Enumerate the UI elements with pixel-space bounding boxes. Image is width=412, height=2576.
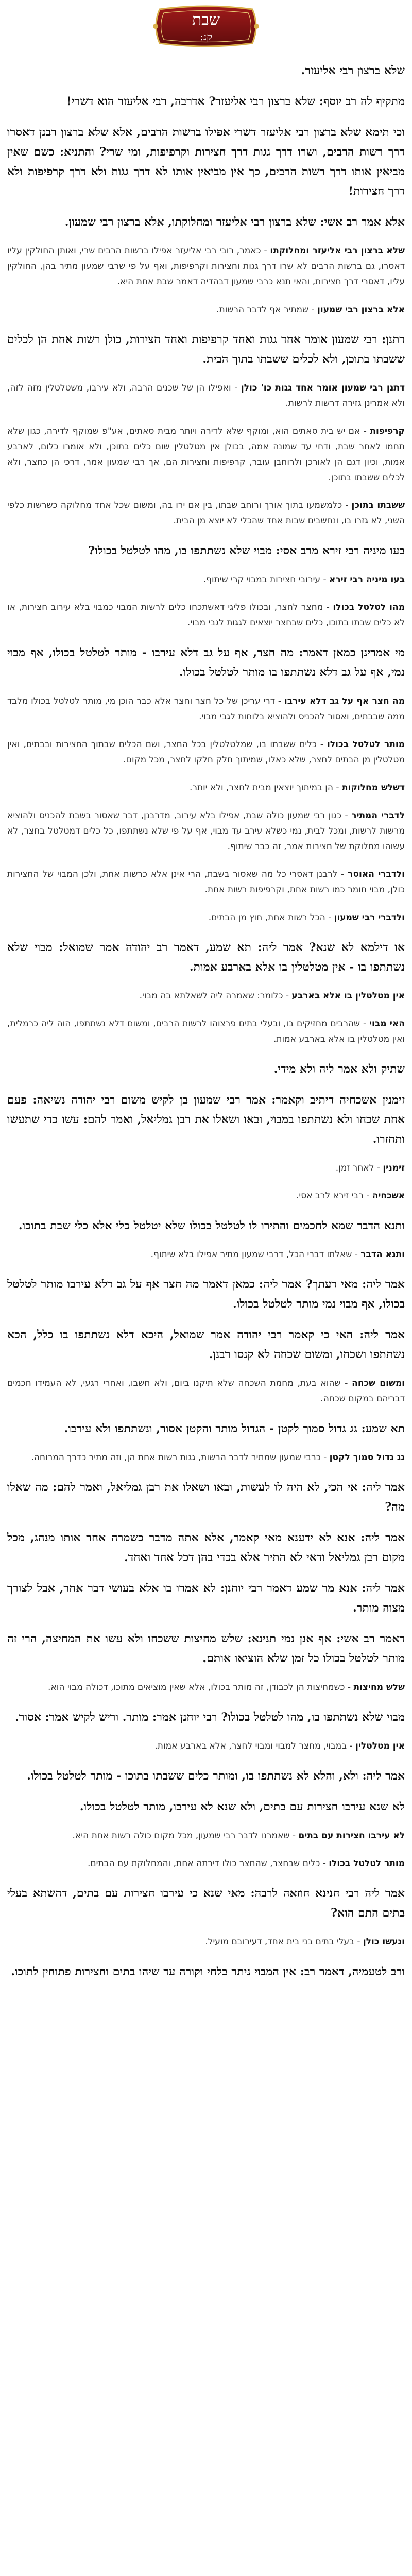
commentary-block (7, 780, 405, 795)
commentary-block (7, 1828, 405, 1843)
commentary-text: - שאמרנו לדבר רבי שמעון, מכל מקום כולה רשות אחת היא. (72, 1831, 299, 1841)
commentary-term: שלא ברצון רבי אליעזר ומחלוקתו (270, 246, 405, 256)
gemara-paragraph: וכי תימא שלא ברצון רבי אליעזר דשרי אפילו ברשות הרבים, אלא שלא ברצון רבנן דאסרו דרך רשות הרבים, ושרו דרך גגות דרך חצירות וקרפיפות, ומי שרי? והתניא: כשם שאין מביאין אותו דרך רשות הרבים, כך אין מביאין אותו לא דרך גגות ולא דרך קרפיפות ולא דרך חצירות! (7, 126, 405, 198)
commentary-term: ונעשו כולן (363, 1937, 405, 1947)
commentary-block (7, 380, 405, 411)
commentary-term: האי מבוי (369, 1019, 405, 1029)
commentary-block (7, 737, 405, 768)
commentary-block (7, 302, 405, 317)
gemara-paragraph: אמר ליה: אנא לא ידענא מאי קאמר, אלא אתה מדבר כשמרה אחר אותו מנהג, מכל מקום רבן גמליאל ודאי לא התיר אלא בכדי בהן דכל אחד ואחד. (7, 1531, 405, 1564)
gemara-paragraph: זימנין אשכחיה דיתיב וקאמר: אמר רבי שמעון בן לקיש משום רבי יהודה נשיאה: פעם אחת שכחו ולא נשתתפו במבוי, ובאו ושאלו את רבן גמליאל, ואמר להם: עשו כדי שתעשו ותחזרו. (7, 1093, 405, 1146)
commentary-text: - שמתיר אף לדבר הרשות. (216, 304, 318, 315)
commentary-block (7, 988, 405, 1004)
commentary-block (7, 1934, 405, 1950)
gemara-paragraph: אמר ליה: האי כי קאמר רבי יהודה אמר שמואל, היכא דלא נשתתפו בו כלל, הכא נשתתפו ושכחו, ומשום שכחה לא קנסו רבנן. (7, 1328, 405, 1361)
commentary-term: שלש מחיצות (353, 1682, 405, 1692)
commentary-block (7, 1016, 405, 1047)
commentary-text: - דרי עריכן של כל חצר וחצר אלא כבר הוכן מי, מותר לטלטל בכולו מלבד ממה שבבתים, ואסור להכניס ולהוציא בלוחות לגבי מבוי. (7, 696, 405, 722)
gemara-paragraph: אמר ליה: ולא, והלא לא נשתתפו בו, ומותר כלים ששבתו בתוכו - מותר לטלטל בכולו. (27, 1769, 405, 1783)
commentary-term: ומשום שכחה (352, 1378, 405, 1388)
commentary-term: אשכחיה (372, 1191, 405, 1201)
commentary-block (7, 1160, 405, 1176)
commentary-term: מהו לטלטל בכולו (333, 602, 405, 613)
commentary-text: - ואפילו הן של שכנים הרבה, ולא עירבו, משטלטלין מזה לזה, ולא אמרינן גזירה דרשות לרשות. (7, 383, 405, 409)
gemara-paragraph: ותנא הדבר שמא לחכמים והתירו לו לטלטל בכולו שלא יטלטל כלי אלא כלי שבת בתוכו. (18, 1219, 405, 1232)
commentary-block (7, 910, 405, 925)
commentary-block (7, 600, 405, 631)
commentary-block (7, 1188, 405, 1204)
commentary-block (7, 1247, 405, 1262)
commentary-term: לדברי המתיר (351, 810, 405, 821)
page-title: שבת (192, 11, 220, 29)
commentary-text: - כגון רבי שמעון כולה שבת, אפילו בלא עירוב, מדרבנן, דבר שאסור בשבת להכניס ולהוציא מרשות לרשות, ומכל לבית, נמי כשלא עירב עד מבוי, אף על פי שלא נשתתפו, כל כלים דמטלטל בחצר, לא עשוהו מחלוקת של חצירות אמר, זה כבר שיתוף. (7, 810, 405, 852)
commentary-term: אין מטלטלין (355, 1741, 405, 1751)
commentary-block (7, 1680, 405, 1695)
commentary-term: ולדברי האוסר (348, 869, 405, 879)
commentary-block (7, 693, 405, 724)
commentary-term: גג גדול סמוך לקטן (329, 1452, 405, 1463)
gemara-paragraph: אמר ליה רבי חנינא חוזאה לרבה: מאי שנא כי עירבו חצירות עם בתים, דהשתא בעלי בתים התם הוא? (7, 1887, 405, 1920)
gemara-paragraph: לא שנא עירבו חצירות עם בתים, ולא שנא לא עירבו, מותר לטלטל בכולו. (79, 1800, 405, 1814)
gemara-paragraph: תא שמע: גג גדול סמוך לקטן - הגדול מותר והקטן אסור, ונשתתפו ולא עירבו. (64, 1422, 405, 1435)
commentary-text: - כשמחיצות הן לכבודן, זה מותר בכולו, אלא שאין מוציאים מתוכו, דכולה מבוי הוא. (47, 1682, 354, 1692)
commentary-text: - במבוי, מחצר למבוי ומבוי לחצר, אלא בארבע אמות. (154, 1741, 356, 1751)
commentary-term: ששבתו בתוכן (351, 500, 405, 511)
commentary-term: ותנא הדבר (360, 1249, 405, 1260)
commentary-block (7, 1738, 405, 1754)
gemara-paragraph: מבוי שלא נשתתפו בו, מהו לטלטל בכולו? רבי יוחנן אמר: מותר. וריש לקיש אמר: אסור. (15, 1710, 405, 1724)
commentary-block (7, 867, 405, 897)
gemara-paragraph: מי אמרינן כמאן דאמר: מה חצר, אף על גב דלא עירבו - מותר לטלטל בכולו, אף מבוי נמי, אף על גב דלא נשתתפו בו מותר לטלטל בכולו. (7, 646, 405, 679)
commentary-term: בעו מיניה רבי זירא (329, 574, 405, 585)
gemara-paragraph: אמר ליה: מאי דעתך? אמר ליה: כמאן דאמר מה חצר אף על גב דלא עירבו מותר לטלטל בכולו, אף מבוי נמי מותר לטלטל בכולו. (7, 1278, 405, 1311)
commentary-text: - אם יש בית סאתים הוא, ומוקף שלא לדירה ויותר מבית סאתים, אע"פ שמוקף לדירה, כגון שלא תחמו לאחר שבת, ודחי עד שמונה אמה, בכולן אין מטלטלין שום כלים בתוכן, ולא אומרו כלום, לארבע אמות, וכיון דגם הן לאורכן ולרוחבן עובר, קרפיפות וחצירות הם, אך רבי שמעון אמר, דרכי הן כחצר, ולא לכלים ששבתו בתוכן. (7, 426, 405, 483)
gemara-paragraph: אמר ליה: אי הכי, לא היה לו לעשות, ובאו ושאלו את רבן גמליאל, ואמר להם: מה שאלו מה? (7, 1481, 405, 1514)
gemara-paragraph: אלא אמר רב אשי: שלא ברצון רבי אליעזר ומחלוקתו, אלא ברצון רבי שמעון. (64, 215, 405, 229)
commentary-text: - כלים ששבתו בו, שמלטלטלין בכל החצר, ושם הכלים שבתוך החצירות ובבתים, ואין מטלטלין מן הבתים לחצר, שלא כאלו, שמיתוך חלק חלקו לחצר, מכל מקום. (7, 739, 405, 765)
commentary-text: - עירובי חצירות במבוי קרי שיתוף. (203, 574, 329, 585)
page-subtitle: קנ: (200, 30, 212, 43)
commentary-text: - כלים שבחצר, שהחצר כולו דירתה אחת, והמחלוקת עם הבתים. (88, 1858, 329, 1869)
commentary-text: - בעלי בתים בני בית אחד, דעירובם מועיל. (205, 1937, 363, 1947)
commentary-term: דתנן רבי שמעון אומר אחד גגות כו' כולן (241, 383, 405, 393)
commentary-text: - כאמר, רובי רבי אליעזר אפילו ברשות הרבים שרי, ואותן החולקין עליו דאסרו, גם ברשות הרבים לא שרו דרך גגות וחצירות וקרפיפות, ואף על פי שרבי שמעון מתיר בהן, החולקין עליו, דאסרי דרך חצירות, והאי תנא כרבי שמעון דבהדיה דאמר שבת אחת היא. (7, 246, 405, 287)
commentary-text: - שהרבים מחזיקים בו, ובעלי בתים פרצוהו לרשות הרבים, ומשום דלא נשתתפו, הוה ליה כרמלית, ואין מטלטלין בו אלא בארבע אמות. (7, 1019, 405, 1044)
commentary-text: - לאחר זמן. (335, 1163, 383, 1173)
text-column (7, 61, 405, 1993)
commentary-term: אלא ברצון רבי שמעון (317, 304, 405, 315)
commentary-text: - רבי זירא לרב אסי. (296, 1191, 372, 1201)
commentary-term: מותר לטלטל בכולו (329, 1858, 405, 1869)
commentary-term: דשלש מחלוקות (341, 783, 405, 793)
commentary-block (7, 808, 405, 854)
commentary-block (7, 243, 405, 290)
commentary-term: זימנין (383, 1163, 405, 1173)
commentary-block (7, 1856, 405, 1871)
commentary-term: ולדברי רבי שמעון (334, 912, 405, 923)
commentary-text: - לרבנן דאסרי כל מה שאסור בשבת, הרי אינן אלא כרשות אחת, ולכן המבוי של החצירות כולן, מבוי חומר כמו רשות אחת, וקרפיפות רשות אחת. (7, 869, 405, 895)
gemara-paragraph: או דילמא לא שנא? אמר ליה: תא שמע, דאמר רב יהודה אמר שמואל: מבוי שלא נשתתפו בו - אין מטלטלין בו אלא בארבע אמות. (7, 941, 405, 974)
commentary-text: - מחצר לחצר, ובכולו פליגי דאשתכחו כלים לרשות המבוי כמבוי בלא עירוב חצירות, או לא כלים שבתו בתוכו, כלים שבחצר יוצאים לגגות לגבי מבוי. (7, 602, 405, 628)
commentary-block (7, 423, 405, 485)
commentary-text: - כרבי שמעון שמתיר לדבר הרשות, גגות רשות אחת הן, וזה מתיר כדרך המרוחה. (31, 1452, 330, 1463)
gemara-paragraph: שתיק ולא אמר ליה ולא מידי. (273, 1062, 405, 1076)
gemara-paragraph: אמר ליה: אנא מר שמע דאמר רבי יוחנן: לא אמרו בו אלא בעושי דבר אחר, אבל לצורך מצוה מותר. (7, 1582, 405, 1615)
commentary-text: - הכל רשות אחת, חוץ מן הבתים. (208, 912, 334, 923)
commentary-text: - הן במיתוך יוצאין מבית לחצר, ולא יותר. (189, 783, 342, 793)
commentary-block (7, 498, 405, 529)
commentary-block (7, 1376, 405, 1406)
commentary-term: אין מטלטלין בו אלא בארבע (291, 991, 405, 1001)
gemara-paragraph: דאמר רב אשי: אף אנן נמי תנינא: שלש מחיצות ששכחו ולא עשו את המחיצה, הרי זה מותר לטלטל בכולו כל זמן שלא הוציאו אותם. (7, 1632, 405, 1665)
commentary-text: - כלומר: שאמרה ליה לשאלתא בה מבוי. (139, 991, 292, 1001)
commentary-term: מותר לטלטל בכולו (327, 739, 405, 750)
gemara-paragraph: מתקיף לה רב יוסף: שלא ברצון רבי אליעזר? אדרבה, רבי אליעזר הוא דשרי! (66, 95, 405, 108)
commentary-text: - כלמשמעו בתוך אורך ורוחב שבתו, בין אם ירו בה, ומשום שכל אחד מחלוקה כשרשות כלפי השני, לא גזרו בו, ונחשבים שבות אחד שהכלי לא יוצא מן הבית. (7, 500, 405, 526)
commentary-term: קרפיפות (370, 426, 405, 436)
gemara-paragraph: שלא ברצון רבי אליעזר. (301, 64, 405, 77)
gemara-paragraph: דתנן: רבי שמעון אומר אחד גגות ואחד קרפיפות ואחד חצירות, כולן רשות אחת הן לכלים ששבתו בתוכן, ולא לכלים ששבתו בתוך הבית. (7, 333, 405, 366)
gemara-paragraph: ורב לטעמיה, דאמר רב: אין המבוי ניתר בלחי וקורה עד שיהו בתים וחצירות פתוחין לתוכו. (11, 1965, 405, 1978)
commentary-text: - שהוא בעת, מחמת השכחה שלא תיקנו ביום, ולא חשבו, ואחרי רגעי, לא העמידו חכמים דבריהם במקום שכחה. (7, 1378, 405, 1404)
commentary-term: לא עירבו חצירות עם בתים (298, 1831, 405, 1841)
gemara-paragraph: בעו מיניה רבי זירא מרב אסי: מבוי שלא נשתתפו בו, מהו לטלטל בכולו? (88, 544, 405, 557)
commentary-block (7, 1450, 405, 1465)
commentary-term: מה חצר אף על גב דלא עירבו (284, 696, 405, 706)
commentary-block (7, 572, 405, 587)
commentary-text: - שאלתו דברי הכל, דרבי שמעון מתיר אפילו בלא שיתוף. (150, 1249, 361, 1260)
header-banner (149, 4, 263, 48)
